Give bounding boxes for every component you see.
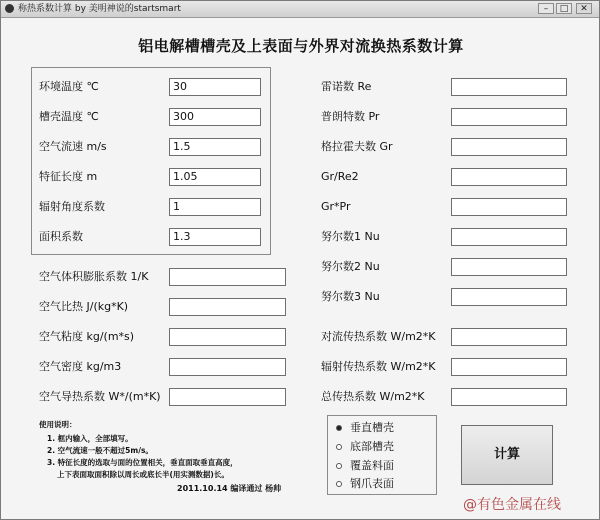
surface-type-group [327, 415, 437, 495]
reynolds-number-output[interactable] [451, 78, 567, 96]
radio-steel-stub-surface-label: 钢爪表面 [350, 477, 394, 490]
gr-re2-label: Gr/Re2 [321, 170, 359, 183]
watermark: @有色金属在线 [463, 497, 561, 513]
app-icon [5, 4, 14, 13]
air-velocity-input[interactable]: 1.5 [169, 138, 261, 156]
instructions-heading: 使用说明： [39, 420, 77, 429]
radiation-angle-factor-label: 辐射角度系数 [39, 200, 105, 213]
shell-temperature-label: 槽壳温度 ℃ [39, 110, 99, 123]
air-viscosity-output[interactable] [169, 328, 286, 346]
nusselt-1-label: 努尔数1 Nu [321, 230, 380, 243]
radio-bottom-shell[interactable] [336, 440, 394, 454]
nusselt-2-output[interactable] [451, 258, 567, 276]
nusselt-2-label: 努尔数2 Nu [321, 260, 380, 273]
radio-bottom-shell-label: 底部槽壳 [350, 440, 394, 453]
radio-vertical-shell[interactable] [336, 421, 394, 435]
convective-coefficient-label: 对流传热系数 W/m2*K [321, 330, 436, 343]
page-title: 铝电解槽槽壳及上表面与外界对流换热系数计算 [138, 37, 464, 55]
area-factor-input[interactable]: 1.3 [169, 228, 261, 246]
gr-pr-label: Gr*Pr [321, 200, 351, 213]
radio-selected-icon [336, 425, 342, 431]
air-expansion-coefficient-output[interactable] [169, 268, 286, 286]
air-velocity-label: 空气流速 m/s [39, 140, 107, 153]
maximize-button[interactable]: □ [556, 3, 572, 14]
minimize-button[interactable]: – [538, 3, 554, 14]
radiative-coefficient-label: 辐射传热系数 W/m2*K [321, 360, 436, 373]
convective-coefficient-output[interactable] [451, 328, 567, 346]
air-density-output[interactable] [169, 358, 286, 376]
prandtl-number-output[interactable] [451, 108, 567, 126]
ambient-temperature-input[interactable]: 30 [169, 78, 261, 96]
radio-unselected-icon [336, 463, 342, 469]
window-title: 称热系数计算 by 美明神说的startsmart [18, 4, 181, 14]
ambient-temperature-label: 环境温度 ℃ [39, 80, 99, 93]
reynolds-number-label: 雷诺数 Re [321, 80, 372, 93]
total-coefficient-output[interactable] [451, 388, 567, 406]
radio-unselected-icon [336, 481, 342, 487]
total-coefficient-label: 总传热系数 W/m2*K [321, 390, 425, 403]
air-thermal-conductivity-output[interactable] [169, 388, 286, 406]
grashof-number-output[interactable] [451, 138, 567, 156]
instruction-line-2: 2. 空气流速一般不超过5m/s。 [47, 446, 153, 455]
close-button[interactable]: ✕ [576, 3, 592, 14]
air-thermal-conductivity-label: 空气导热系数 W*/(m*K) [39, 390, 161, 403]
area-factor-label: 面积系数 [39, 230, 83, 243]
prandtl-number-label: 普朗特数 Pr [321, 110, 380, 123]
instruction-line-4: 上下表面取面积除以周长或底长半(用实测数据)长。 [57, 470, 229, 479]
characteristic-length-label: 特征长度 m [39, 170, 98, 183]
shell-temperature-input[interactable]: 300 [169, 108, 261, 126]
radio-steel-stub-surface[interactable] [336, 477, 394, 491]
instruction-line-1: 1. 框内输入，全部填写。 [47, 434, 133, 443]
characteristic-length-input[interactable]: 1.05 [169, 168, 261, 186]
radiative-coefficient-output[interactable] [451, 358, 567, 376]
instruction-line-3: 3. 特征长度的选取与面的位置相关，垂直面取垂直高度， [47, 458, 238, 467]
air-specific-heat-label: 空气比热 J/(kg*K) [39, 300, 129, 313]
calculate-button[interactable]: 计算 [461, 425, 553, 485]
gr-re2-output[interactable] [451, 168, 567, 186]
air-viscosity-label: 空气粘度 kg/(m*s) [39, 330, 135, 343]
radio-covering-surface-label: 覆盖料面 [350, 459, 394, 472]
radio-unselected-icon [336, 444, 342, 450]
nusselt-3-output[interactable] [451, 288, 567, 306]
radio-covering-surface[interactable] [336, 459, 394, 473]
grashof-number-label: 格拉霍夫数 Gr [321, 140, 393, 153]
air-expansion-coefficient-label: 空气体积膨胀系数 1/K [39, 270, 149, 283]
radiation-angle-factor-input[interactable]: 1 [169, 198, 261, 216]
gr-pr-output[interactable] [451, 198, 567, 216]
title-bar[interactable] [1, 1, 599, 18]
air-specific-heat-output[interactable] [169, 298, 286, 316]
author-date: 2011.10.14 编译通过 杨帅 [177, 484, 282, 493]
radio-vertical-shell-label: 垂直槽壳 [350, 421, 394, 434]
air-density-label: 空气密度 kg/m3 [39, 360, 122, 373]
nusselt-3-label: 努尔数3 Nu [321, 290, 380, 303]
nusselt-1-output[interactable] [451, 228, 567, 246]
